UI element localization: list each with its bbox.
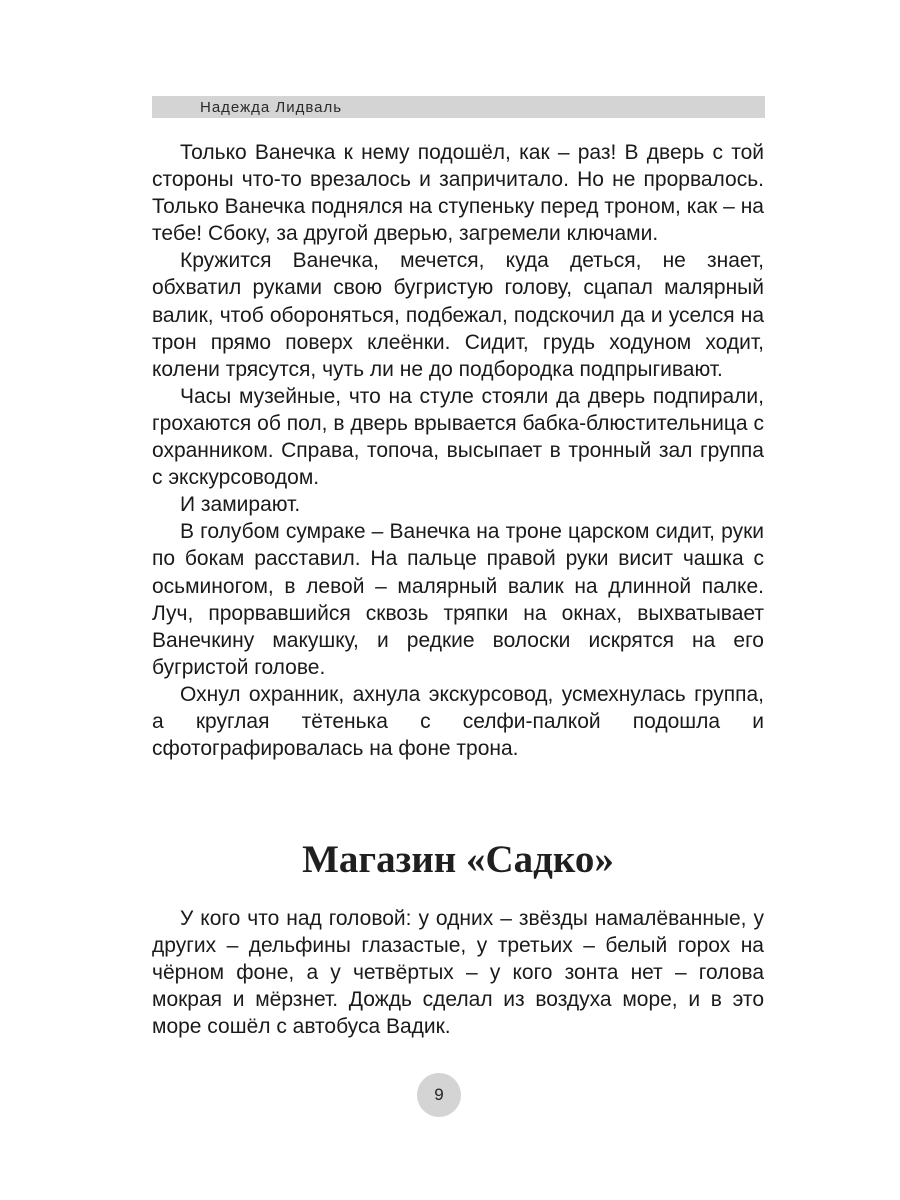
paragraph: Только Ванечка к нему подошёл, как – раз! В дверь с той стороны что-то врезалось и запричитало. Но не прорвалось. Только Ванечка поднялся на ступеньку перед троном, как – на тебе! Сбоку, за другой дверью, загремели ключами. (152, 141, 764, 246)
paragraph: У кого что над головой: у одних – звёзды намалёванные, у других – дельфины глазастые, у третьих – белый горох на чёрном фоне, а у четвёртых – у кого зонта нет – голова мокрая и мёрзнет. Дождь сделал из воздуха море, и в это море сошёл с автобуса Вадик. (152, 907, 764, 1039)
paragraph: Часы музейные, что на стуле стояли да дверь подпирали, грохаются об пол, в дверь врывается бабка-блюстительница с охранником. Справа, топоча, высыпает в тронный зал группа с экскурсоводом. (152, 384, 764, 490)
paragraph: И замирают. (180, 493, 301, 517)
body-text-section-2 (152, 905, 764, 1040)
paragraph: Охнул охранник, ахнула экскурсовод, усмехнулась группа, а круглая тётенька с селфи-палкой подошла и сфотографировалась на фоне трона. (152, 682, 764, 761)
chapter-title: Магазин «Садко» (302, 838, 614, 881)
body-text-section-1 (152, 139, 764, 762)
page-number: 9 (417, 1073, 461, 1117)
author-name: Надежда Лидваль (200, 99, 343, 116)
paragraph: В голубом сумраке – Ванечка на троне царском сидит, руки по бокам расставил. На пальце правой руки висит чашка с осьминогом, в левой – малярный валик на длинной палке. Луч, прорвавшийся сквозь тряпки на окнах, выхватывает Ванечкину макушку, и редкие волоски искрятся на его бугристой голове. (152, 520, 764, 679)
running-header (152, 96, 765, 118)
paragraph: Кружится Ванечка, мечется, куда деться, не знает, обхватил руками свою бугристую голову, сцапал малярный валик, чтоб обороняться, подбежал, подскочил да и уселся на трон прямо поверх клеёнки. Сидит, грудь ходуном ходит, колени трясутся, чуть ли не до подбородка подпрыгивают. (152, 249, 764, 381)
